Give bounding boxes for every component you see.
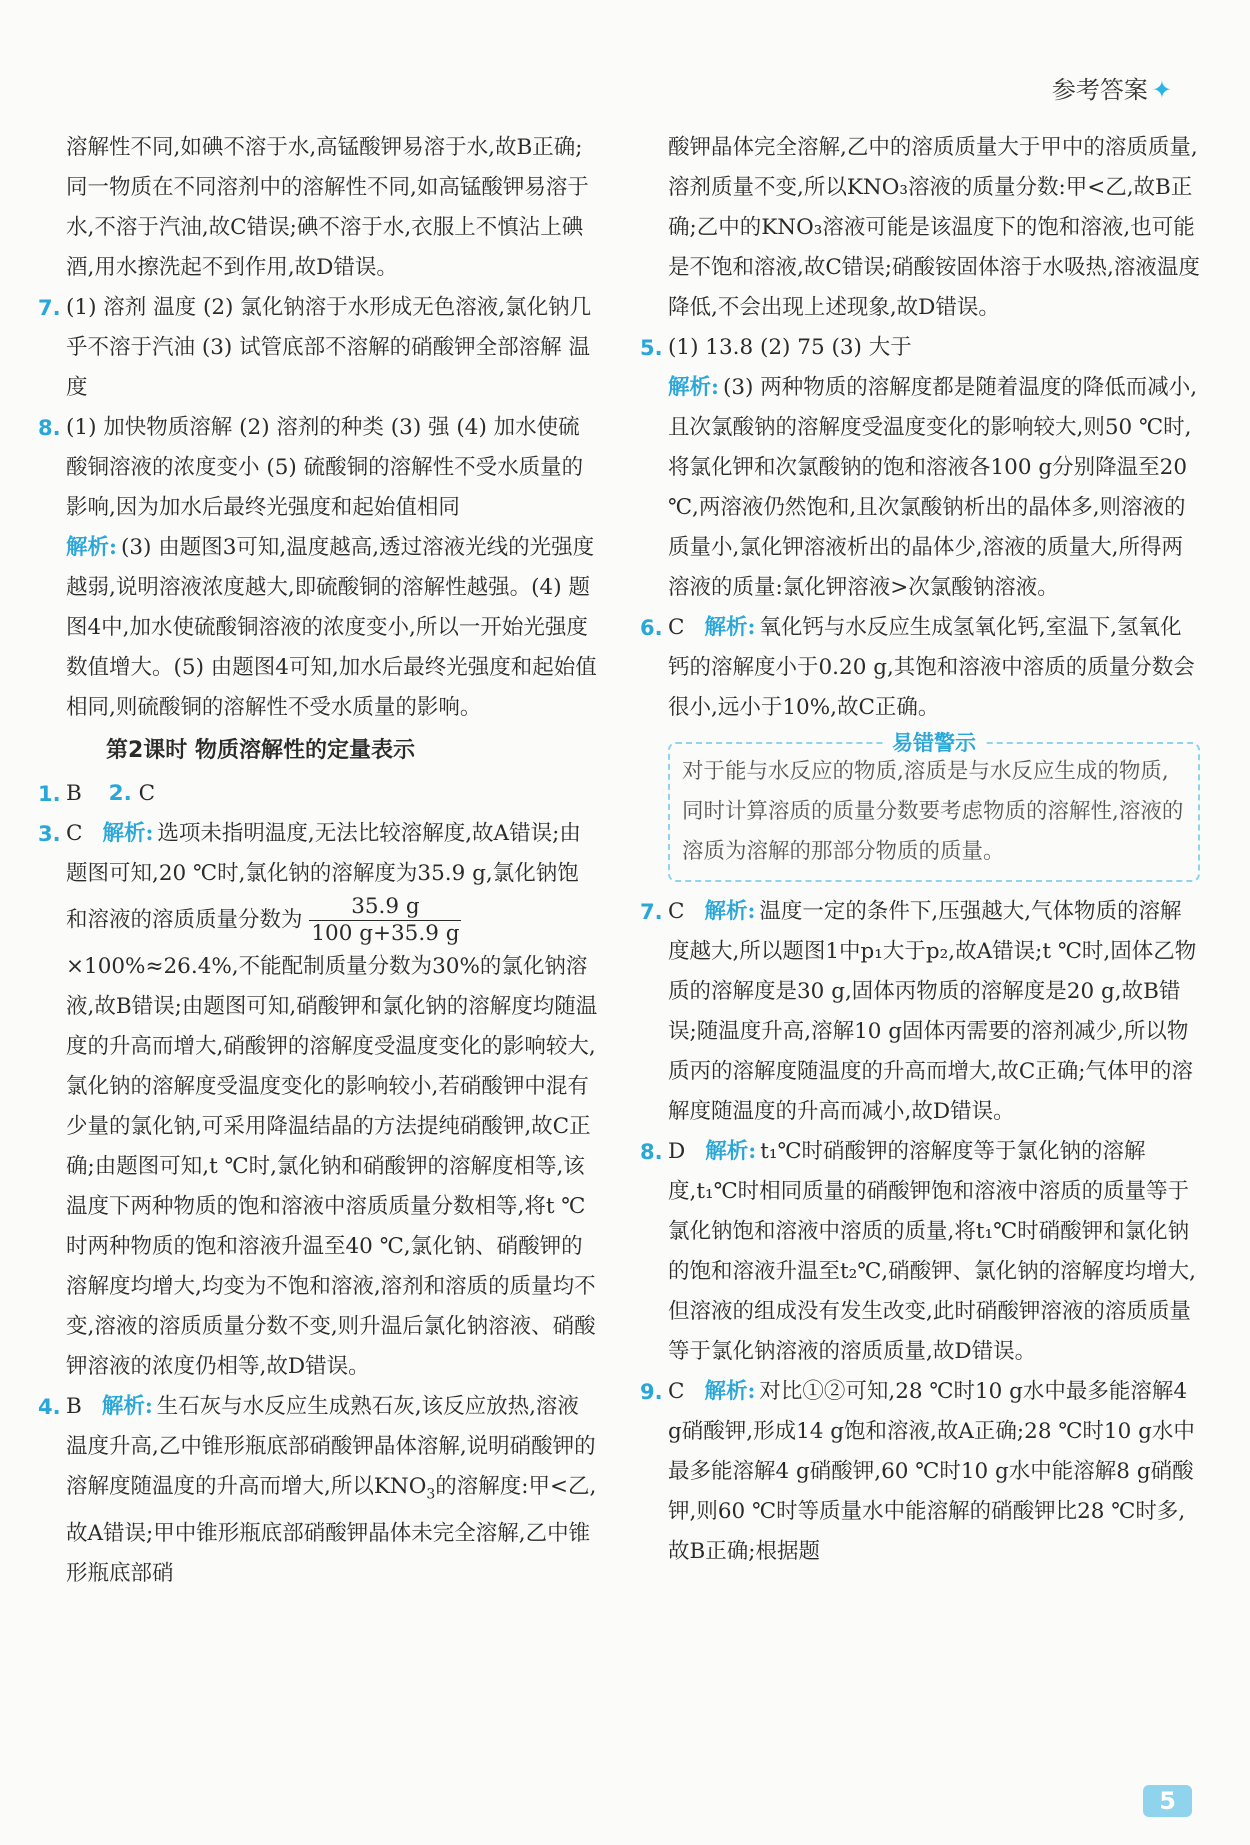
answer-item-7: 7. C 解析: 温度一定的条件下,压强越大,气体物质的溶解度越大,所以题图1中p₁大于p₂,故A错误;t ℃时,固体乙物质的溶解度是30 g,固体丙物质的溶解度是20 g,故B错误;随温度升高,溶解10 g固体丙需要的溶剂减少,所以物质丙的溶解度随温度的升高而增大,故C正确;气体甲的溶解度随温度的升高而减小,故D错误。 (640, 899, 1197, 1124)
page-number: 5 (1143, 1785, 1192, 1817)
warning-title: 易错警示 (884, 728, 984, 758)
answer-item-4: 4. B 解析: 生石灰与水反应生成熟石灰,该反应放热,溶液温度升高,乙中锥形瓶底部硝酸钾晶体溶解,说明硝酸钾的溶解度随温度的升高而增大,所以$KNO_3$的溶解度:甲<乙,故A错误;甲中锥形瓶底部硝酸钾晶体未完全溶解,乙中锥形瓶底部硝 (38, 1394, 597, 1587)
analysis-5: 解析: (3) 两种物质的溶解度都是随着温度的降低而减小,且次氯酸钠的溶解度受温度变化的影响较大,则50 ℃时,将氯化钾和次氯酸钠的饱和溶液各100 g分别降温至20 ℃,两溶液仍然饱和,且次氯酸钠析出的晶体多,则溶液的质量小,氯化钾溶液析出的晶体少,溶液的质量大,所得两溶液的质量:氯化钾溶液>次氯酸钠溶液。 (668, 375, 1198, 600)
answer-text: (1) 溶剂 温度 (2) 氯化钠溶于水形成无色溶液,氯化钠几乎不溶于汽油 (3) 试管底部不溶解的硝酸钾全部溶解 温度 (66, 295, 592, 400)
answer-item-8: 8. (1) 加快物质溶解 (2) 溶剂的种类 (3) 强 (4) 加水使硫酸铜溶液的浓度变小 (5) 硫酸铜的溶解性不受水质量的影响,因为加水后最终光强度和起始值相同 (38, 415, 584, 520)
answer-item-3: 3. C 解析: 选项未指明温度,无法比较溶解度,故A错误;由题图可知,20 ℃时,氯化钠的溶解度为35.9 g,氯化钠饱和溶液的溶质质量分数为 $\frac{35.9 g}{100 g+35.9 g}$ ×100%≈26.4%,不能配制质量分数为30%的氯化钠溶液,故B错误;由题图可知,硝酸钾和氯化钠的溶解度均随温度的升高而增大,硝酸钾的溶解度受温度变化的影响较大,氯化钠的溶解度受温度变化的影响较小,若硝酸钾中混有少量的氯化钠,可采用降温结晶的方法提纯硝酸钾,故C正确;由题图可知,t ℃时,氯化钠和硝酸钾的溶解度相等,该温度下两种物质的饱和溶液中溶质质量分数相等,将t ℃时两种物质的饱和溶液升温至40 ℃,氯化钠、硝酸钾的溶解度均增大,均变为不饱和溶液,溶剂和溶质的质量均不变,溶液的溶质质量分数不变,则升温后氯化钠溶液、硝酸钾溶液的浓度仍相等,故D错误。 (38, 821, 598, 1379)
answer-text: (1) 13.8 (2) 75 (3) 大于 (668, 335, 912, 360)
answer-item-5: 5. (1) 13.8 (2) 75 (3) 大于 (640, 335, 912, 360)
answer-item-6: 6. C 解析: 氧化钙与水反应生成氢氧化钙,室温下,氢氧化钙的溶解度小于0.20 g,其饱和溶液中溶质的质量分数会很小,远小于10%,故C正确。 (640, 615, 1195, 720)
answer-item-8: 8. D 解析: t₁℃时硝酸钾的溶解度等于氯化钠的溶解度,t₁℃时相同质量的硝酸钾饱和溶液中溶质的质量等于氯化钠饱和溶液中溶质的质量,将t₁℃时硝酸钾和氯化钠的饱和溶液升温至t₂℃,硝酸钾、氯化钠的溶解度均增大,但溶液的组成没有发生改变,此时硝酸钾溶液的溶质质量等于氯化钠溶液的溶质质量,故D错误。 (640, 1139, 1196, 1364)
answer-item-1-2: 1. B 2. C (38, 781, 156, 806)
continued-text: 酸钾晶体完全溶解,乙中的溶质质量大于甲中的溶质质量,溶剂质量不变,所以KNO₃溶液的质量分数:甲<乙,故B正确;乙中的KNO₃溶液可能是该温度下的饱和溶液,也可能是不饱和溶液,故C错误;硝酸铵固体溶于水吸热,溶液温度降低,不会出现上述现象,故D错误。 (668, 135, 1200, 320)
analysis-8: 解析: (3) 由题图3可知,温度越高,透过溶液光线的光强度越弱,说明溶液浓度越大,即硫酸铜的溶解性越强。(4) 题图4中,加水使硫酸铜溶液的浓度变小,所以一开始光强度数值增大。(5) 由题图4可知,加水后最终光强度和起始值相同,则硫酸铜的溶解性不受水质量的影响。 (66, 535, 597, 720)
section-title: 第2课时 物质溶解性的定量表示 (106, 738, 415, 763)
warning-box (668, 731, 1200, 882)
left-column (38, 128, 598, 1594)
warning-text: 对于能与水反应的物质,溶质是与水反应生成的物质,同时计算溶质的质量分数要考虑物质的溶解性,溶液的溶质为溶解的那部分物质的质量。 (682, 759, 1184, 864)
answer-item-9: 9. C 解析: 对比①②可知,28 ℃时10 g水中最多能溶解4 g硝酸钾,形成14 g饱和溶液,故A正确;28 ℃时10 g水中最多能溶解4 g硝酸钾,60 ℃时10 g水中能溶解8 g硝酸钾,则60 ℃时等质量水中能溶解的硝酸钾比28 ℃时多,故B正确;根据题 (640, 1379, 1195, 1564)
answer-text: (1) 加快物质溶解 (2) 溶剂的种类 (3) 强 (4) 加水使硫酸铜溶液的浓度变小 (5) 硫酸铜的溶解性不受水质量的影响,因为加水后最终光强度和起始值相同 (66, 415, 584, 520)
header-title: 参考答案 ✦ (1051, 76, 1172, 104)
sparkle-icon: ✦ (1151, 76, 1172, 104)
answer-item-7: 7. (1) 溶剂 温度 (2) 氯化钠溶于水形成无色溶液,氯化钠几乎不溶于汽油 (3) 试管底部不溶解的硝酸钾全部溶解 温度 (38, 295, 592, 400)
right-column (640, 128, 1200, 1572)
continued-text: 溶解性不同,如碘不溶于水,高锰酸钾易溶于水,故B正确;同一物质在不同溶剂中的溶解性不同,如高锰酸钾易溶于水,不溶于汽油,故C错误;碘不溶于水,衣服上不慎沾上碘酒,用水擦洗起不到作用,故D错误。 (66, 135, 589, 280)
fraction: $\frac{35.9 g}{100 g+35.9 g}$ (311, 894, 460, 946)
